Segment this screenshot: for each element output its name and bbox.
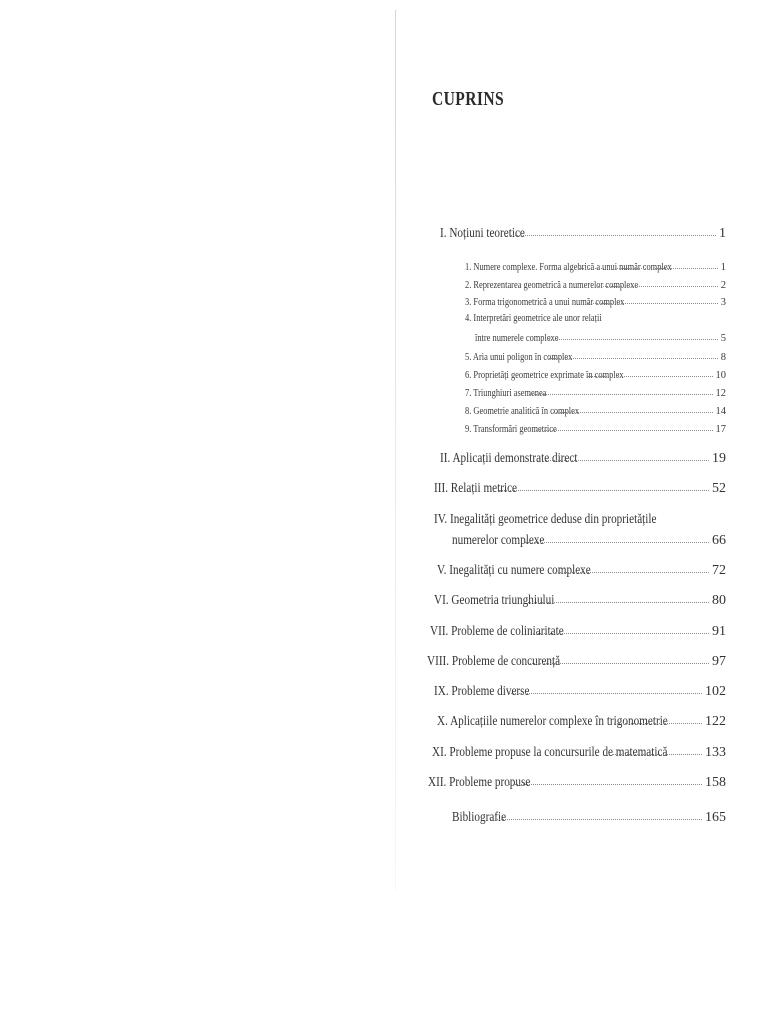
toc-entry-label: 4. Interpretări geometrice ale unor relații: [465, 313, 602, 324]
toc-entry: [434, 684, 726, 700]
toc-entry: [434, 481, 726, 497]
dot-leader: [614, 714, 702, 723]
toc-entry-label: XI. Probleme propuse la concursurile de matematică: [432, 745, 668, 760]
toc-page-number: 2: [720, 280, 726, 291]
toc-page-number: 102: [705, 684, 726, 699]
dot-leader: [555, 563, 709, 572]
dot-leader: [499, 481, 709, 490]
toc-page-number: 8: [720, 352, 726, 363]
toc-entry: [427, 654, 726, 670]
toc-entry-label: între numerele complexe: [475, 333, 559, 344]
dot-leader: [536, 424, 712, 431]
toc-subentry: [465, 388, 726, 399]
dot-leader: [578, 262, 718, 269]
toc-subentry: [465, 280, 726, 291]
toc-entry-label: 5. Aria unui poligon în complex: [465, 352, 573, 363]
toc-entry-label: X. Aplicațiile numerelor complexe în trigonometrie: [437, 714, 668, 729]
dot-leader: [530, 654, 709, 663]
toc-entry: [430, 624, 726, 640]
toc-entry-label: 9. Transformări geometrice: [465, 424, 557, 435]
dot-leader: [495, 810, 702, 819]
toc-entry: [434, 512, 726, 528]
dot-leader: [533, 624, 709, 633]
dot-leader: [588, 297, 718, 304]
toc-page-number: 5: [720, 333, 726, 344]
toc-entry-label: 6. Proprietăți geometrice exprimate în complex: [465, 370, 624, 381]
toc-entry-label: 2. Reprezentarea geometrică a numerelor complexe: [465, 280, 639, 291]
toc-page-number: 72: [712, 563, 726, 578]
toc-page-number: 97: [712, 654, 726, 669]
page-title: CUPRINS: [432, 88, 505, 110]
toc-entry-label: VII. Probleme de coliniaritate: [430, 624, 564, 639]
dot-leader: [612, 745, 702, 754]
toc-entry-label: 7. Triunghiuri asemenea: [465, 388, 547, 399]
dot-leader: [507, 226, 716, 235]
toc-entry-label: 1. Numere complexe. Forma algebrică a unui număr complex: [465, 262, 672, 273]
toc-entry: [437, 714, 726, 730]
toc-page-number: 17: [715, 424, 726, 435]
toc-page-number: 80: [712, 593, 726, 608]
toc-entry-label: 8. Geometrie analitică în complex: [465, 406, 580, 417]
toc-subentry-continued: [475, 333, 726, 344]
dot-leader: [553, 406, 712, 413]
toc-page-number: 3: [720, 297, 726, 308]
dot-leader: [529, 388, 713, 395]
dot-leader: [528, 593, 709, 602]
toc-entry: [437, 563, 726, 579]
toc-entry-label: VI. Geometria triunghiului: [434, 593, 555, 608]
toc-page-number: 122: [705, 714, 726, 729]
toc-subentry: [465, 370, 726, 381]
toc-page-number: 91: [712, 624, 726, 639]
dot-leader: [525, 533, 709, 542]
dot-leader: [598, 280, 718, 287]
toc-entry-label: 3. Forma trigonometrică a unui număr complex: [465, 297, 625, 308]
toc-entry-label: Bibliografie: [452, 810, 507, 825]
toc-entry: [440, 451, 726, 467]
toc-subentry: [465, 262, 726, 273]
toc-page-number: 10: [715, 370, 726, 381]
toc-entry-label: VIII. Probleme de concurență: [427, 654, 561, 669]
toc-subentry: [465, 297, 726, 308]
toc-subentry: [465, 352, 726, 363]
dot-leader: [587, 370, 712, 377]
toc-entry: [432, 745, 726, 761]
toc-page-number: 66: [712, 533, 726, 548]
toc-page-number: 12: [715, 388, 726, 399]
toc-entry: [428, 775, 726, 791]
toc-page-number: 52: [712, 481, 726, 496]
dot-leader: [549, 352, 718, 359]
toc-entry-label: II. Aplicații demonstrate direct: [440, 451, 578, 466]
toc-entry-continued: [452, 533, 726, 549]
toc-entry-label: numerelor complexe: [452, 533, 545, 548]
toc-entry: [440, 226, 726, 242]
dot-leader: [541, 333, 718, 340]
toc-page-number: 133: [705, 745, 726, 760]
toc-entry-label: V. Inegalități cu numere complexe: [437, 563, 591, 578]
toc-page-number: 1: [719, 226, 726, 241]
toc-page-number: 158: [705, 775, 726, 790]
toc-entry: [434, 593, 726, 609]
toc-page-number: 19: [712, 451, 726, 466]
toc-entry-bibliography: [452, 810, 726, 826]
toc-page-number: 165: [705, 810, 726, 825]
dot-leader: [546, 451, 709, 460]
toc-subentry: [465, 424, 726, 435]
dot-leader: [509, 684, 702, 693]
dot-leader: [508, 775, 702, 784]
toc-entry-label: IV. Inegalități geometrice deduse din proprietățile: [434, 512, 657, 527]
toc-page-number: 1: [720, 262, 726, 273]
toc-entry-label: IX. Probleme diverse: [434, 684, 530, 699]
toc-subentry: [465, 313, 726, 324]
toc-page-number: 14: [715, 406, 726, 417]
toc-subentry: [465, 406, 726, 417]
toc-entry-label: I. Noțiuni teoretice: [440, 226, 525, 241]
toc-entry-label: XII. Probleme propuse: [428, 775, 531, 790]
toc-entry-label: III. Relații metrice: [434, 481, 518, 496]
